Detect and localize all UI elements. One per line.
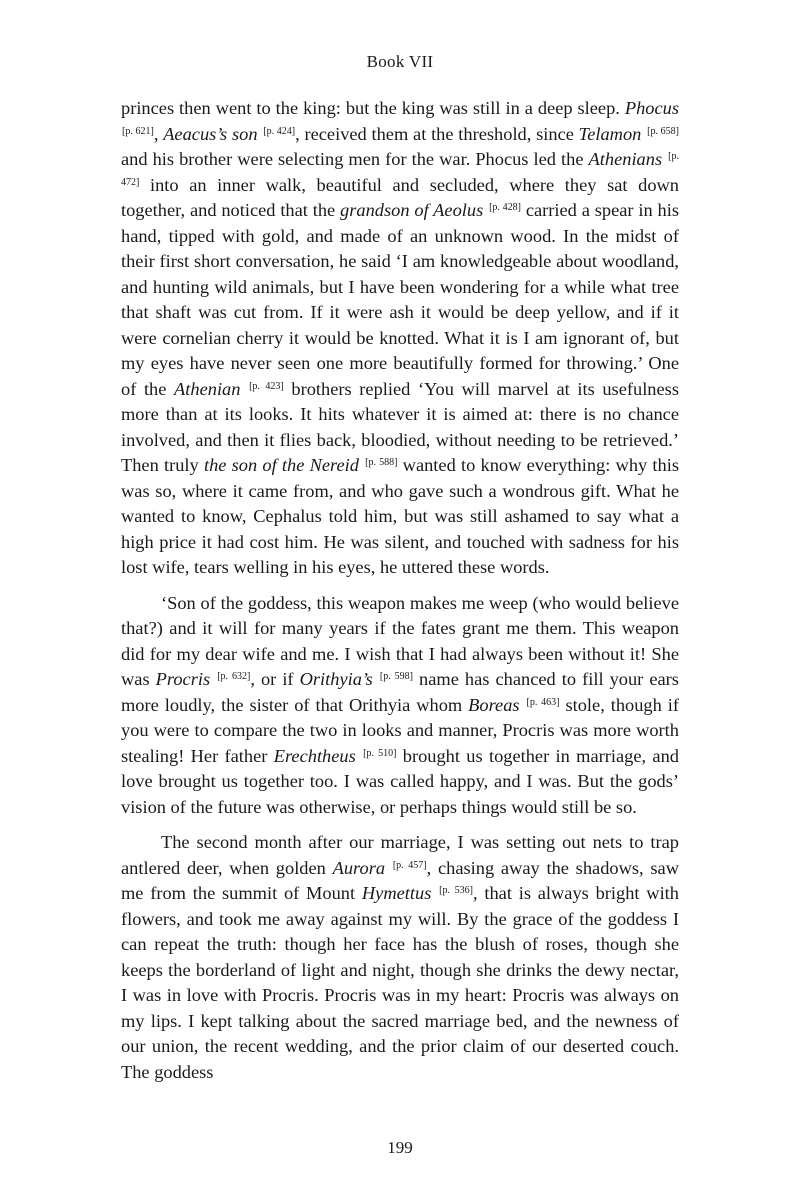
text-run: , or if xyxy=(250,669,300,689)
page-reference: [p. 632] xyxy=(217,671,251,682)
text-run xyxy=(483,200,488,220)
italic-name: the son of the Nereid xyxy=(203,455,359,475)
page-reference: [p. 428] xyxy=(489,202,521,213)
italic-name: Phocus xyxy=(624,98,679,118)
text-run: brothers replied ‘You will marvel at its usefulness more than at its looks. It hits whatever it is aimed at: there is no chance involved, and then it flies back, bloodied, without needing to be retrieved.’ Then truly xyxy=(121,378,679,475)
page-reference: [p. 536] xyxy=(439,885,473,896)
page-number: 199 xyxy=(387,1138,413,1157)
paragraph xyxy=(121,96,679,581)
text-run: name has chanced to fill your ears more loudly, the sister of that Orithyia whom xyxy=(121,669,679,715)
text-run: carried a spear in his hand, tipped with gold, and made of an unknown wood. In the midst of their first short conversation, he said ‘I am knowledgeable about woodland, and hunting wild animals, but I have been wondering for a while what tree that shaft was cut from. If it were ash it would be deep yellow, and if it were cornelian cherry it would be knotted. What it is I am ignorant of, but my eyes have never seen one more beautifully formed for throwing.’ One of the xyxy=(121,200,679,399)
text-run: The second month after our marriage, I was setting out nets to trap antlered deer, when golden xyxy=(121,832,679,878)
text-run: , chasing away the shadows, saw me from the summit of Mount xyxy=(121,857,679,903)
text-run xyxy=(373,669,379,689)
italic-name: Aurora xyxy=(332,857,386,878)
page-reference: [p. 588] xyxy=(365,457,398,468)
italic-name: Orithyia’s xyxy=(299,669,373,689)
body-text xyxy=(121,96,679,1095)
text-run xyxy=(520,695,526,715)
text-run: stole, though if you were to compare the two in looks and manner, Procris was more worth stealing! Her father xyxy=(121,694,679,766)
text-run xyxy=(356,746,362,766)
text-run xyxy=(240,379,248,399)
page-reference: [p. 472] xyxy=(121,151,679,188)
text-run xyxy=(431,883,438,903)
page-reference: [p. 510] xyxy=(363,747,397,759)
text-run: wanted to know everything: why this was so, where it came from, and who gave such a wondrous gift. What he wanted to know, Cephalus told him, but was still ashamed to say what a high price it had cost him. He was silent, and touched with sadness for his lost wife, tears welling in his eyes, he uttered these words. xyxy=(121,455,679,577)
text-run xyxy=(210,669,216,689)
paragraph xyxy=(121,830,679,1085)
italic-name: Hymettus xyxy=(361,883,432,903)
text-run: brought us together in marriage, and love brought us together too. I was called happy, and I was. But the gods’ vision of the future was otherwise, or perhaps things would still be so. xyxy=(121,745,679,817)
text-run: into an inner walk, beautiful and secluded, where they sat down together, and noticed that the xyxy=(121,174,679,220)
text-run: princes then went to the king: but the king was still in a deep sleep. xyxy=(121,98,625,118)
text-run xyxy=(359,455,364,475)
italic-name: Telamon xyxy=(578,123,642,144)
text-run: , that is always bright with flowers, and took me away against my will. By the grace of the goddess I can repeat the truth: though her face has the blush of roses, though she keeps the borderland of light and night, though she drinks the dewy nectar, I was in love with Procris. Procris was in my heart: Procris was always on my lips. I kept talking about the sacred marriage bed, and the newness of our union, the recent wedding, and the prior claim of our deserted couch. The goddess xyxy=(121,883,679,1082)
text-run: and his brother were selecting men for the war. Phocus led the xyxy=(121,149,589,169)
text-run: , received them at the threshold, since xyxy=(295,123,579,144)
italic-name: Procris xyxy=(155,669,211,689)
italic-name: Aeacus’s son xyxy=(163,123,258,144)
italic-name: Athenians xyxy=(588,149,663,169)
text-run: ‘Son of the goddess, this weapon makes me weep (who would believe that?) and it will for many years if the fates grant me them. This weapon did for my dear wife and me. I wish that I had always been without it! She was xyxy=(121,592,679,689)
page-reference: [p. 621] xyxy=(122,125,154,137)
italic-name: Erechtheus xyxy=(273,745,356,766)
italic-name: grandson of Aeolus xyxy=(340,200,484,220)
page-reference: [p. 423] xyxy=(249,380,284,392)
page-reference: [p. 598] xyxy=(379,671,413,682)
running-head: Book VII xyxy=(366,52,434,71)
text-run xyxy=(662,149,667,169)
italic-name: Boreas xyxy=(468,694,520,715)
text-run xyxy=(641,124,646,144)
text-run xyxy=(385,858,392,878)
page-reference: [p. 463] xyxy=(526,696,560,708)
page-reference: [p. 457] xyxy=(392,859,427,871)
italic-name: Athenian xyxy=(174,378,241,399)
text-run xyxy=(258,124,263,144)
text-run: , xyxy=(153,123,164,144)
page-reference: [p. 424] xyxy=(263,125,296,137)
page-reference: [p. 658] xyxy=(647,125,679,137)
paragraph xyxy=(121,591,679,821)
